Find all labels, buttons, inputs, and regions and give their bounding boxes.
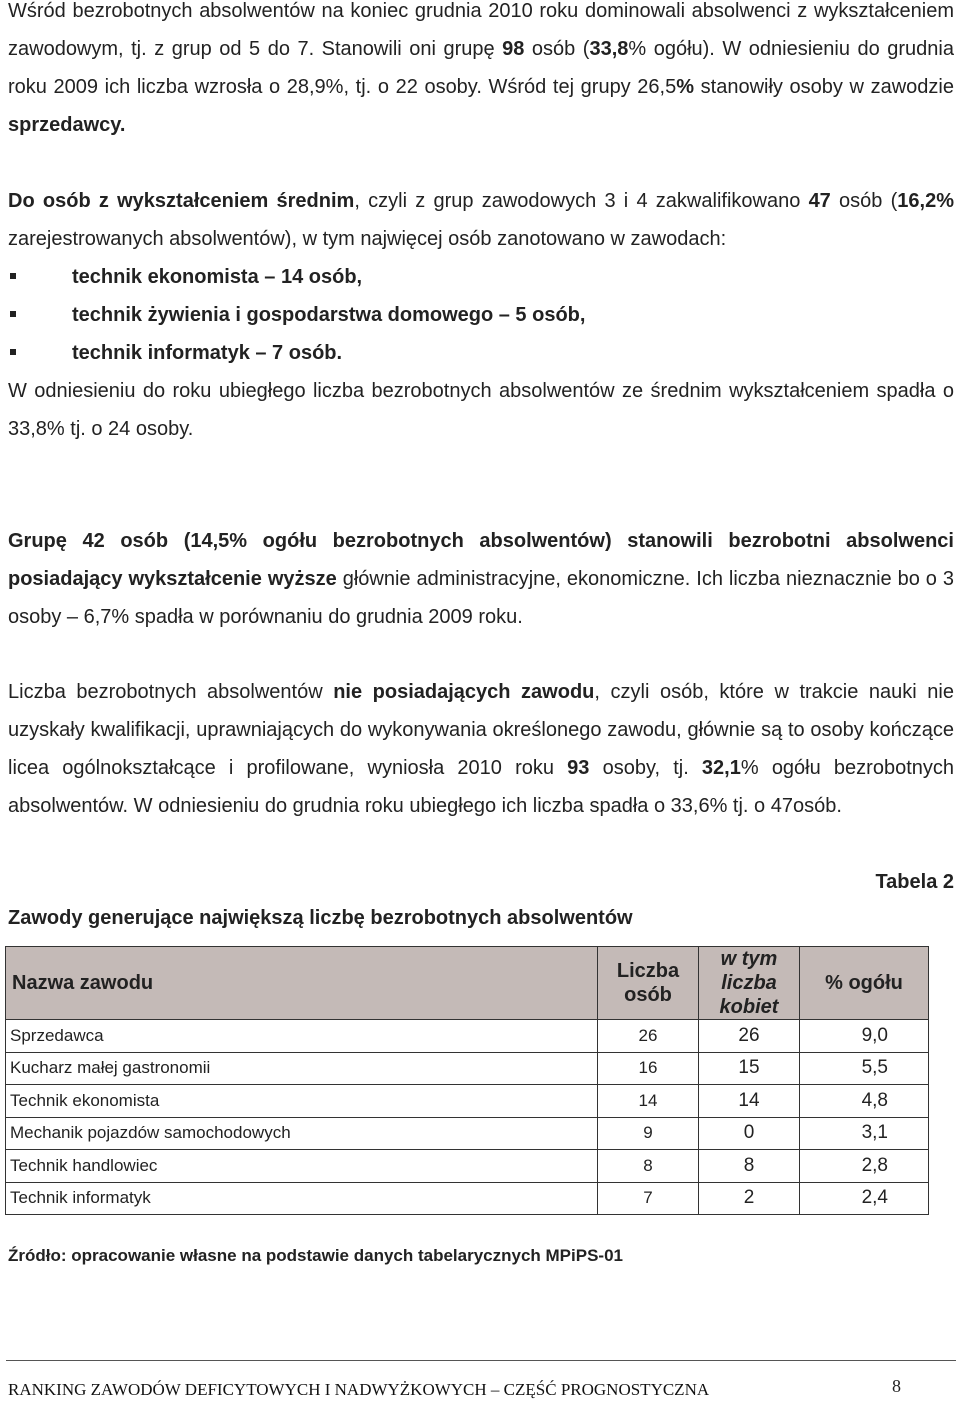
paragraph-higher: Grupę 42 osób (14,5% ogółu bezrobotnych absolwentów) stanowili bezrobotni absolwenci posiadający wykształcenie wyższe głównie administracyjne, ekonomiczne. Ich liczba nieznacznie bo o 3 osoby – 6,7% spadła w porównaniu do grudnia 2009 roku. <box>8 530 954 628</box>
page-number: 8 <box>892 1376 901 1396</box>
header-name: Nazwa zawodu <box>6 947 598 1020</box>
paragraph-no-profession: Liczba bezrobotnych absolwentów nie posiadających zawodu, czyli osób, które w trakcie nauki nie uzyskały kwalifikacji, uprawniających do wykonywania określonego zawodu, głównie są to osoby kończące licea ogólnokształcące i profilowane, wyniosła 2010 roku 93 osoby, tj. 32,1% ogółu bezrobotnych absolwentów. W odniesieniu do grudnia roku ubiegłego ich liczba spadła o 33,6% tj. o 47osób. <box>8 681 954 817</box>
bullet-icon <box>10 273 16 279</box>
paragraph-secondary-change: W odniesieniu do roku ubiegłego liczba bezrobotnych absolwentów ze średnim wykształceniem spadła o 33,8% tj. o 24 osoby. <box>8 380 954 440</box>
header-count: Liczba osób <box>598 947 699 1020</box>
list-item: technik żywienia i gospodarstwa domowego – 5 osób, <box>8 296 954 334</box>
table-row: Technik handlowiec 8 8 2,8 <box>6 1150 929 1183</box>
table-header-row <box>6 947 929 1020</box>
bullet-list <box>8 258 954 372</box>
table-row: Kucharz małej gastronomii 16 15 5,5 <box>6 1052 929 1085</box>
footer-divider <box>6 1360 956 1361</box>
list-item: technik informatyk – 7 osób. <box>8 334 954 372</box>
table-number: Tabela 2 <box>875 871 954 893</box>
bullet-icon <box>10 311 16 317</box>
table-row: Sprzedawca 26 26 9,0 <box>6 1020 929 1053</box>
footer-title: RANKING ZAWODÓW DEFICYTOWYCH I NADWYŻKOWYCH – CZĘŚĆ PROGNOSTYCZNA <box>8 1380 710 1399</box>
table-title: Zawody generujące największą liczbę bezrobotnych absolwentów <box>8 907 633 929</box>
table-row: Technik ekonomista 14 14 4,8 <box>6 1085 929 1118</box>
table-row: Technik informatyk 7 2 2,4 <box>6 1182 929 1215</box>
header-pct: % ogółu <box>800 947 929 1020</box>
paragraph-vocational: Wśród bezrobotnych absolwentów na koniec grudnia 2010 roku dominowali absolwenci z wykształceniem zawodowym, tj. z grup od 5 do 7. Stanowili oni grupę 98 osób (33,8% ogółu). W odniesieniu do grudnia roku 2009 ich liczba wzrosła o 28,9%, tj. o 22 osoby. Wśród tej grupy 26,5% stanowiły osoby w zawodzie sprzedawcy. <box>8 0 954 136</box>
professions-table <box>5 946 929 1215</box>
header-women: w tym liczba kobiet <box>699 947 800 1020</box>
list-item: technik ekonomista – 14 osób, <box>8 258 954 296</box>
bullet-icon <box>10 349 16 355</box>
paragraph-secondary: Do osób z wykształceniem średnim, czyli z grup zawodowych 3 i 4 zakwalifikowano 47 osób (16,2% zarejestrowanych absolwentów), w tym najwięcej osób zanotowano w zawodach: technik ekonomista – 14 osób, technik żywienia i gospodarstwa domowego – 5 osób, technik informatyk – 7 osób. W odniesieniu do roku ubiegłego liczba bezrobotnych absolwentów ze średnim wykształceniem spadła o 33,8% tj. o 24 osoby. <box>8 182 954 448</box>
table-row: Mechanik pojazdów samochodowych 9 0 3,1 <box>6 1117 929 1150</box>
table-source: Źródło: opracowanie własne na podstawie danych tabelarycznych MPiPS-01 <box>8 1246 623 1265</box>
